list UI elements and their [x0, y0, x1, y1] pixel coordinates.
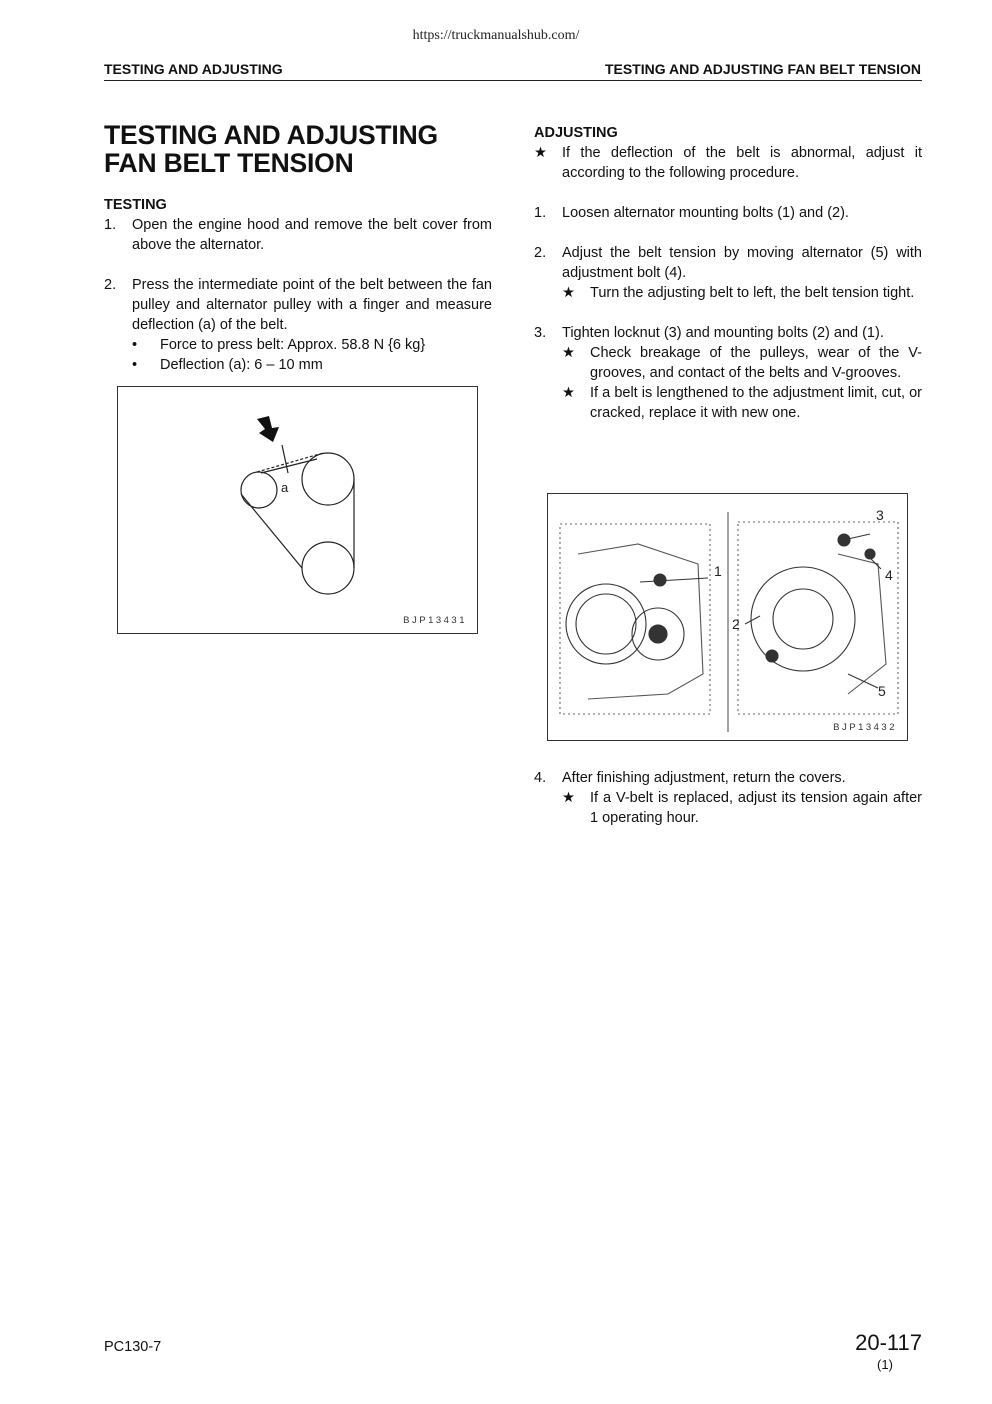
- callout-5-leader: [848, 674, 878, 688]
- testing-step-2: [104, 275, 492, 375]
- adjusting-step-1: [534, 203, 922, 223]
- callout-3-label: 3: [876, 507, 884, 523]
- note-text: If the deflection of the belt is abnormal, adjust it according to the following procedure.: [562, 145, 922, 181]
- adjusting-heading: ADJUSTING: [534, 125, 618, 141]
- figure-code: BJP13432: [833, 722, 897, 733]
- callout-1-label: 1: [714, 563, 722, 579]
- star-note: [562, 788, 922, 828]
- engine-outline: [578, 544, 703, 699]
- belt-guard-outline: [838, 554, 886, 694]
- star-icon: ★: [534, 145, 547, 161]
- belt-diagram: [118, 387, 477, 633]
- header-divider: [104, 80, 922, 81]
- press-direction-arrow-icon: [257, 416, 279, 442]
- page-title: [104, 121, 492, 177]
- adjusting-intro-note: [534, 143, 922, 183]
- footer-page-number: 20-117: [855, 1330, 922, 1355]
- adjustment-bolt-4: [865, 549, 875, 559]
- bullet-item: [132, 335, 492, 355]
- bolt-1: [654, 574, 666, 586]
- step-text: After finishing adjustment, return the covers.: [562, 770, 846, 786]
- bolt-2: [766, 650, 778, 662]
- note-text: Turn the adjusting belt to left, the belt tension tight.: [590, 285, 915, 301]
- callout-5-label: 5: [878, 683, 886, 699]
- testing-heading: TESTING: [104, 197, 167, 213]
- belt-top-deflected: [261, 459, 317, 473]
- left-column: [104, 121, 492, 375]
- step-text: Press the intermediate point of the belt between the fan pulley and alternator pulley with a finger and measure deflection (a) of the belt.: [132, 277, 492, 333]
- star-note: [562, 343, 922, 383]
- crank-pulley: [302, 542, 354, 594]
- belt-top-reference: [257, 453, 323, 472]
- pulley-hub: [649, 625, 667, 643]
- figure-code: BJP13431: [403, 615, 467, 626]
- adjusting-step-3: [534, 323, 922, 423]
- deflection-dimension-line: [282, 445, 288, 473]
- bullet-text: Force to press belt: Approx. 58.8 N {6 kg}: [160, 337, 426, 353]
- adjusting-step-4: [534, 768, 922, 828]
- deflection-label-a: a: [281, 480, 289, 495]
- adjusting-step-2: [534, 243, 922, 303]
- step-number: 3.: [534, 325, 547, 341]
- star-note: [562, 283, 922, 303]
- note-text: Check breakage of the pulleys, wear of the V-grooves, and contact of the belts and V-grooves.: [590, 345, 922, 381]
- step-number: 2.: [534, 245, 547, 261]
- alternator-face: [773, 589, 833, 649]
- belt-left-segment: [241, 494, 302, 568]
- step-number: 2.: [104, 277, 117, 293]
- note-text: If a V-belt is replaced, adjust its tension again after 1 operating hour.: [590, 790, 922, 826]
- testing-step-1: [104, 215, 492, 255]
- page-title-line-2: FAN BELT TENSION: [104, 148, 354, 178]
- note-text: If a belt is lengthened to the adjustment limit, cut, or cracked, replace it with new one.: [590, 385, 922, 421]
- star-icon: ★: [562, 285, 575, 301]
- step-number: 4.: [534, 770, 547, 786]
- bullet-text: Deflection (a): 6 – 10 mm: [160, 357, 323, 373]
- alternator-illustration: [548, 494, 907, 740]
- step-number: 1.: [534, 205, 547, 221]
- page-title-line-1: TESTING AND ADJUSTING: [104, 120, 438, 150]
- step-text: Loosen alternator mounting bolts (1) and (2).: [562, 205, 849, 221]
- belt-deflection-figure: [117, 386, 478, 634]
- step-number: 1.: [104, 217, 117, 233]
- callout-3-leader: [848, 534, 870, 539]
- right-column: [534, 123, 922, 423]
- bullet-icon: •: [132, 357, 138, 373]
- callout-1-leader: [640, 578, 708, 582]
- star-icon: ★: [562, 345, 575, 361]
- header-page-title: TESTING AND ADJUSTING FAN BELT TENSION: [604, 61, 921, 77]
- footer-revision: (1): [877, 1357, 893, 1372]
- star-icon: ★: [562, 790, 575, 806]
- header-section-title: TESTING AND ADJUSTING: [104, 61, 283, 77]
- step-text: Open the engine hood and remove the belt cover from above the alternator.: [132, 217, 492, 253]
- callout-2-label: 2: [732, 616, 740, 632]
- callout-2-leader: [745, 616, 760, 624]
- bullet-item: [132, 355, 492, 375]
- step-text: Tighten locknut (3) and mounting bolts (2) and (1).: [562, 325, 884, 341]
- star-note: [562, 383, 922, 423]
- alternator-inner-ring: [576, 594, 636, 654]
- locknut-3: [838, 534, 850, 546]
- alternator-pulley: [241, 472, 277, 508]
- bullet-icon: •: [132, 337, 138, 353]
- source-url: https://truckmanualshub.com/: [412, 28, 580, 43]
- step-text: Adjust the belt tension by moving alternator (5) with adjustment bolt (4).: [562, 245, 922, 281]
- star-icon: ★: [562, 385, 575, 401]
- right-column-continued: [534, 768, 922, 828]
- footer-model: PC130-7: [104, 1339, 162, 1355]
- callout-4-label: 4: [885, 567, 893, 583]
- left-panel-engine-area: [560, 524, 710, 714]
- alternator-adjustment-figure: [547, 493, 908, 741]
